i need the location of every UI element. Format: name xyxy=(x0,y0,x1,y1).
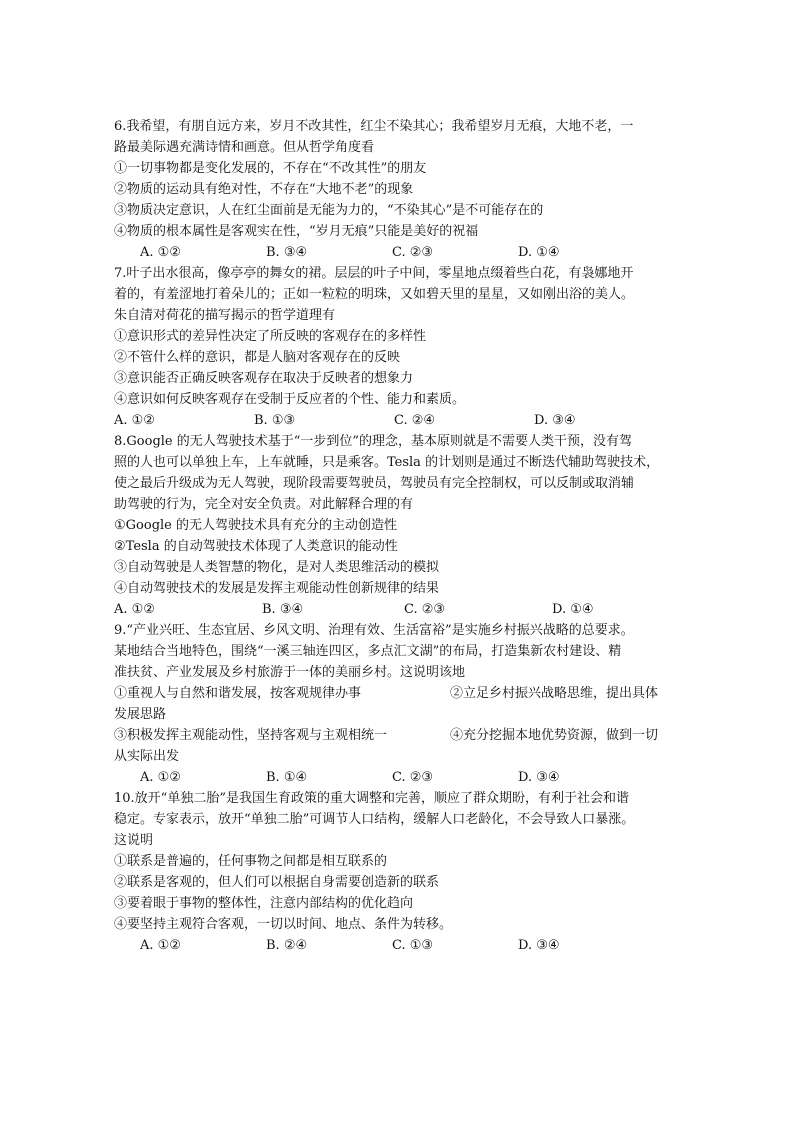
question-stem-line: 7.叶子出水很高，像亭亭的舞女的裙。层层的叶子中间，零星地点缀着些白花，有袅娜地开 xyxy=(114,266,634,281)
answer-options xyxy=(114,767,684,788)
option-b: B. ①③ xyxy=(254,413,296,428)
statement-item: ④充分挖掘本地优势资源，做到一切 xyxy=(450,728,659,743)
option-b: B. ③④ xyxy=(262,602,304,617)
answer-options xyxy=(114,599,684,620)
option-c: C. ②④ xyxy=(394,413,436,428)
question-6 xyxy=(114,116,684,263)
statement-pair xyxy=(114,725,684,746)
question-stem-line: 路最美际遇充满诗情和画意。但从哲学角度看 xyxy=(114,140,375,155)
statement-continuation: 发展思路 xyxy=(114,707,167,722)
option-d: D. ①④ xyxy=(518,245,560,260)
option-b: B. ②④ xyxy=(266,938,308,953)
statement-item: ①联系是普遍的，任何事物之间都是相互联系的 xyxy=(114,854,388,869)
statement-item: ①意识形式的差异性决定了所反映的客观存在的多样性 xyxy=(114,329,427,344)
option-a: A. ①② xyxy=(140,245,181,260)
statement-item: ②联系是客观的，但人们可以根据自身需要创造新的联系 xyxy=(114,875,440,890)
question-9 xyxy=(114,620,684,788)
answer-options xyxy=(114,410,684,431)
statement-item: ④要坚持主观符合客观，一切以时间、地点、条件为转移。 xyxy=(114,917,453,932)
question-stem-line: 这说明 xyxy=(114,833,154,848)
statement-item: ④物质的根本属性是客观实在性，“岁月无痕”只能是美好的祝福 xyxy=(114,224,479,239)
question-stem-line: 6.我希望，有朋自远方来，岁月不改其性，红尘不染其心；我希望岁月无痕，大地不老，一 xyxy=(114,119,634,134)
option-b: B. ③④ xyxy=(266,245,308,260)
option-a: A. ①② xyxy=(140,938,181,953)
question-stem-line: 某地结合当地特色，围绕“一溪三轴连四区，多点汇文湖”的布局，打造集新农村建设、精 xyxy=(114,644,622,659)
question-7 xyxy=(114,263,684,431)
statement-item: ③积极发挥主观能动性，坚持客观与主观相统一 xyxy=(114,728,388,743)
option-d: D. ③④ xyxy=(518,770,560,785)
question-stem-line: 照的人也可以单独上车，上车就睡，只是乘客。Tesla 的计划则是通过不断迭代辅助驾驶技术， xyxy=(114,455,660,470)
option-a: A. ①② xyxy=(114,602,155,617)
statement-item: ①一切事物都是变化发展的，不存在“不改其性”的朋友 xyxy=(114,161,427,176)
question-stem-line: 使之最后升级成为无人驾驶，现阶段需要驾驶员，驾驶员有完全控制权，可以反制或取消辅 xyxy=(114,476,635,491)
statement-item: ③意识能否正确反映客观存在取决于反映者的想象力 xyxy=(114,371,414,386)
option-d: D. ①④ xyxy=(552,602,594,617)
answer-options xyxy=(114,242,684,263)
option-c: C. ②③ xyxy=(392,245,434,260)
statement-item: ③物质决定意识，人在红尘面前是无能为力的，“不染其心”是不可能存在的 xyxy=(114,203,544,218)
option-a: A. ①② xyxy=(140,770,181,785)
question-stem-line: 10.放开“单独二胎”是我国生育政策的重大调整和完善，顺应了群众期盼，有利于社会和谐 xyxy=(114,791,629,806)
question-stem-line: 稳定。专家表示，放开“单独二胎”可调节人口结构，缓解人口老龄化，不会导致人口暴涨。 xyxy=(114,812,635,827)
option-c: C. ②③ xyxy=(404,602,446,617)
statement-item: ④自动驾驶技术的发展是发挥主观能动性创新规律的结果 xyxy=(114,581,440,596)
question-stem-line: 着的，有羞涩地打着朵儿的；正如一粒粒的明珠，又如碧天里的星星，又如刚出浴的美人。 xyxy=(114,287,635,302)
statement-item: ①重视人与自然和谐发展，按客观规律办事 xyxy=(114,686,362,701)
statement-item: ②立足乡村振兴战略思维，提出具体 xyxy=(450,686,659,701)
question-10 xyxy=(114,788,684,956)
statement-item: ②物质的运动具有绝对性，不存在“大地不老”的现象 xyxy=(114,182,414,197)
statement-item: ②Tesla 的自动驾驶技术体现了人类意识的能动性 xyxy=(114,539,398,554)
option-c: C. ②③ xyxy=(392,770,434,785)
question-stem-line: 准扶贫、产业发展及乡村旅游于一体的美丽乡村。这说明该地 xyxy=(114,665,466,680)
statement-item: ②不管什么样的意识，都是人脑对客观存在的反映 xyxy=(114,350,401,365)
question-stem-line: 朱自清对荷花的描写揭示的哲学道理有 xyxy=(114,308,336,323)
statement-pair xyxy=(114,683,684,704)
option-d: D. ③④ xyxy=(518,938,560,953)
question-stem-line: 助驾驶的行为，完全对安全负责。对此解释合理的有 xyxy=(114,497,414,512)
option-c: C. ①③ xyxy=(392,938,434,953)
option-a: A. ①② xyxy=(114,413,155,428)
statement-continuation: 从实际出发 xyxy=(114,749,180,764)
statement-item: ④意识如何反映客观存在受制于反应者的个性、能力和素质。 xyxy=(114,392,466,407)
answer-options xyxy=(114,935,684,956)
question-8 xyxy=(114,431,684,620)
option-b: B. ①④ xyxy=(266,770,308,785)
statement-item: ③要着眼于事物的整体性，注意内部结构的优化趋向 xyxy=(114,896,414,911)
question-stem-line: 8.Google 的无人驾驶技术基于“一步到位”的理念，基本原则就是不需要人类干预，没有驾 xyxy=(114,434,633,449)
question-stem-line: 9.“产业兴旺、生态宜居、乡风文明、治理有效、生活富裕”是实施乡村振兴战略的总要求。 xyxy=(114,623,634,638)
exam-page xyxy=(114,116,684,956)
statement-item: ①Google 的无人驾驶技术具有充分的主动创造性 xyxy=(114,518,397,533)
option-d: D. ③④ xyxy=(534,413,576,428)
statement-item: ③自动驾驶是人类智慧的物化，是对人类思维活动的模拟 xyxy=(114,560,440,575)
